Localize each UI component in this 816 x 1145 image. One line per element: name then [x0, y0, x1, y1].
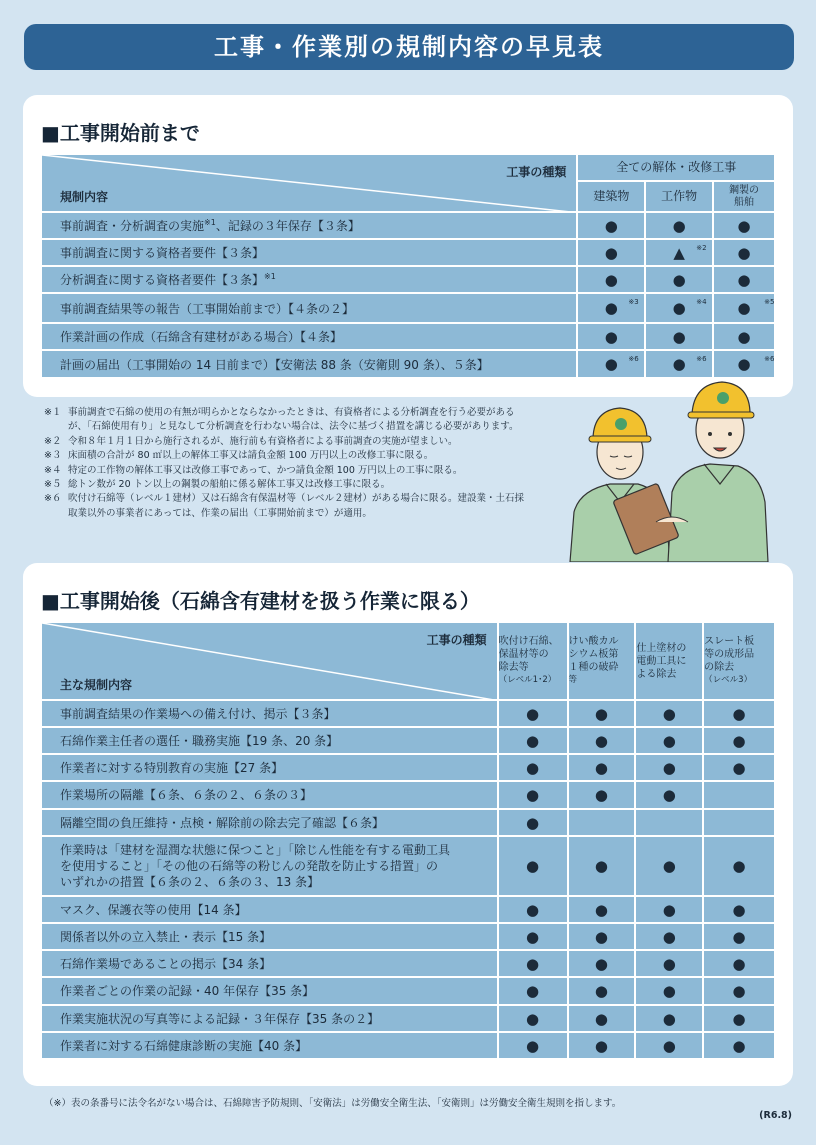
applies-mark: ● [498, 977, 568, 1005]
applies-mark: ● [635, 950, 703, 977]
row-label [41, 836, 498, 896]
applies-mark: ● [703, 1005, 775, 1032]
table-row [41, 1032, 775, 1059]
row-label [41, 727, 498, 754]
footnote-text: 吹付け石綿等（レベル１建材）又は石綿含有保温材等（レベル２建材）がある場合に限る。建設業・土石採取業以外の事業者にあっては、作業の届出（工事開始前まで）が適用。 [68, 493, 525, 519]
applies-mark [635, 809, 703, 836]
row-label [41, 293, 577, 323]
footnote-text: 床面積の合計が 80 ㎡以上の解体工事又は請負金額 100 万円以上の改修工事に限る。 [68, 450, 434, 462]
row-label [41, 950, 498, 977]
row-label-text: 分析調査に関する資格者要件【３条】 [60, 273, 265, 287]
applies-mark: ● [703, 727, 775, 754]
column-header-line: けい酸カル [568, 636, 619, 647]
footnote-key: ※６ [44, 493, 62, 505]
column-header-line: （レベル1･2） [498, 675, 557, 685]
kind-label: 工事の種類 [426, 633, 487, 647]
applies-mark: ● [568, 923, 636, 950]
column-header-line: シウム板第 [568, 649, 619, 660]
table-row [41, 923, 775, 950]
applies-mark: ● [635, 781, 703, 809]
footnote-key: ※２ [44, 435, 62, 447]
footnote [44, 478, 524, 492]
applies-mark [577, 212, 645, 239]
column-header-text: 鋼製の船舶 [729, 184, 760, 208]
footnote [44, 435, 524, 449]
column-header-line: 仕上塗材の [636, 642, 687, 654]
mark-symbol: ● [737, 355, 751, 373]
table-row [41, 727, 775, 754]
footnote-text: 総トン数が 20 トン以上の鋼製の船舶に係る解体工事又は改修工事に限る。 [68, 479, 391, 491]
applies-mark: ● [635, 896, 703, 923]
applies-mark: ● [703, 977, 775, 1005]
column-header: 工作物 [645, 181, 713, 212]
applies-mark [577, 239, 645, 266]
footnote-key: ※５ [44, 479, 62, 491]
mark-symbol: ● [737, 299, 751, 317]
table-row [41, 781, 775, 809]
column-header [568, 622, 636, 700]
row-label [41, 700, 498, 727]
applies-mark: ● [703, 700, 775, 727]
header-diagonal [42, 155, 580, 213]
before-table [40, 153, 776, 379]
applies-mark: ● [498, 950, 568, 977]
row-label [41, 781, 498, 809]
mark-symbol: ● [672, 216, 686, 235]
row-label-line: 作業者ごとの作業の記録・40 年保存【35 条】 [60, 984, 315, 998]
mark-symbol: ● [672, 327, 686, 346]
row-label [41, 1032, 498, 1059]
table-row [41, 809, 775, 836]
applies-mark: ● [568, 950, 636, 977]
row-label [41, 977, 498, 1005]
footnotes [44, 406, 524, 521]
column-header-line: １種の破砕 [568, 662, 619, 673]
table-row [41, 700, 775, 727]
mark-symbol: ● [672, 355, 686, 373]
mark-note: ※6 [764, 355, 775, 363]
mark-note: ※5 [764, 298, 775, 306]
applies-mark: ● [703, 836, 775, 896]
row-label-line: 作業者に対する特別教育の実施【27 条】 [60, 760, 284, 775]
applies-mark: ● [498, 836, 568, 896]
content-label: 規制内容 [60, 190, 109, 204]
mark-note: ※6 [628, 355, 639, 363]
row-label-text: 作業計画の作成（石綿含有建材がある場合）【４条】 [60, 330, 343, 344]
row-label [41, 896, 498, 923]
applies-mark: ● [498, 1032, 568, 1059]
row-label-line: 作業者に対する石綿健康診断の実施【40 条】 [60, 1038, 308, 1053]
applies-mark: ● [498, 700, 568, 727]
table-row [41, 293, 775, 323]
applies-mark [713, 239, 775, 266]
row-label-line: 作業場所の隔離【６条、６条の２、６条の３】 [60, 788, 313, 802]
table-row [41, 212, 775, 239]
row-label-line: 作業時は「建材を湿潤な状態に保つこと」「除じん性能を有する電動工具 [60, 843, 451, 857]
applies-mark [577, 323, 645, 350]
mark-symbol: ● [604, 243, 618, 262]
mark-symbol: ● [604, 299, 618, 317]
applies-mark [645, 293, 713, 323]
applies-mark: ● [568, 836, 636, 896]
column-header-line: スレート板 [704, 636, 755, 647]
mark-symbol: ● [737, 327, 751, 346]
column-header [498, 622, 568, 700]
column-header-line: よる除去 [636, 668, 677, 680]
content-label: 主な規制内容 [60, 678, 133, 692]
row-label [41, 239, 577, 266]
applies-mark: ● [498, 923, 568, 950]
row-label-text: 、記録の３年保存【３条】 [215, 219, 360, 233]
column-header-line: 等の成形品 [704, 649, 755, 660]
table-row [41, 950, 775, 977]
after-header-diagonal-cell [41, 622, 498, 700]
applies-mark: ● [568, 977, 636, 1005]
footnote-text: 令和８年１月１日から施行されるが、施行前も有資格者による事前調査の実施が望ましい。 [68, 435, 458, 447]
mark-symbol: ● [604, 270, 618, 289]
before-header-diagonal-cell [41, 154, 577, 212]
footnote-ref: ※1 [264, 272, 276, 281]
mark-note: ※4 [696, 298, 707, 306]
mark-symbol: ● [604, 216, 618, 235]
applies-mark: ● [635, 836, 703, 896]
row-label-line: 石綿作業主任者の選任・職務実施【19 条、20 条】 [60, 733, 339, 748]
group-header: 全ての解体・改修工事 [577, 154, 775, 181]
applies-mark: ● [703, 896, 775, 923]
mark-note: ※6 [696, 355, 707, 363]
row-label [41, 212, 577, 239]
applies-mark [713, 323, 775, 350]
applies-mark: ● [498, 809, 568, 836]
applies-mark: ● [568, 1005, 636, 1032]
table-row [41, 239, 775, 266]
footnote [44, 406, 524, 435]
applies-mark [577, 293, 645, 323]
applies-mark: ● [568, 781, 636, 809]
applies-mark: ● [568, 700, 636, 727]
table-row [41, 977, 775, 1005]
applies-mark [577, 266, 645, 293]
row-label-line: 関係者以外の立入禁止・表示【15 条】 [60, 929, 272, 944]
column-header-line: 吹付け石綿、 [498, 636, 559, 647]
applies-mark: ● [498, 1005, 568, 1032]
applies-mark: ● [635, 700, 703, 727]
row-label-line: いずれかの措置【６条の２、６条の３、13 条】 [60, 875, 320, 889]
table-row [41, 754, 775, 781]
table-row [41, 266, 775, 293]
applies-mark: ● [568, 1032, 636, 1059]
row-label-text: 事前調査・分析調査の実施 [60, 219, 205, 233]
column-header [713, 181, 775, 212]
footnote-key: ※４ [44, 464, 62, 476]
before-section-title: ■工事開始前まで [41, 121, 200, 145]
footnote [44, 449, 524, 463]
applies-mark: ● [635, 727, 703, 754]
applies-mark: ● [703, 923, 775, 950]
row-label [41, 266, 577, 293]
applies-mark [645, 323, 713, 350]
table-row [41, 323, 775, 350]
row-label-text: 事前調査結果等の報告（工事開始前まで）【４条の２】 [60, 301, 355, 316]
row-label [41, 1005, 498, 1032]
applies-mark: ● [635, 1032, 703, 1059]
footer-note: （※）表の条番号に法令名がない場合は、石綿障害予防規則、「安衛法」は労働安全衛生法、「安衛則」は労働安全衛生規則を指します。 [44, 1098, 622, 1109]
applies-mark: ● [568, 727, 636, 754]
row-label [41, 809, 498, 836]
applies-mark: ● [635, 754, 703, 781]
column-header-line: 電動工具に [636, 655, 687, 667]
column-header-line: 等 [568, 675, 578, 685]
applies-mark: ● [635, 923, 703, 950]
applies-mark: ● [498, 727, 568, 754]
applies-mark [713, 266, 775, 293]
mark-symbol: ● [737, 243, 751, 262]
column-header: 建築物 [577, 181, 645, 212]
footnote-key: ※３ [44, 450, 62, 462]
table-row [41, 896, 775, 923]
row-label [41, 350, 577, 378]
applies-mark: ● [635, 977, 703, 1005]
column-header-line: （レベル3） [704, 675, 753, 685]
mark-symbol: ● [604, 327, 618, 346]
row-label [41, 754, 498, 781]
applies-mark [713, 212, 775, 239]
applies-mark: ● [498, 896, 568, 923]
applies-mark: ● [703, 950, 775, 977]
applies-mark: ● [568, 896, 636, 923]
after-table [40, 621, 776, 1060]
column-header [635, 622, 703, 700]
row-label-text: 計画の届出（工事開始の 14 日前まで）【安衛法 88 条（安衛則 90 条）、５条】 [60, 357, 489, 372]
mark-note: ※3 [628, 298, 639, 306]
mark-symbol: ● [672, 299, 686, 317]
table-row [41, 1005, 775, 1032]
workers-illustration [560, 372, 770, 562]
footnote [44, 492, 524, 521]
footnote-text: 事前調査で石綿の使用の有無が明らかとならなかったときは、有資格者による分析調査を行う必要があるが、「石綿使用有り」と見なして分析調査を行わない場合は、法令に基づく措置を講じる必要があります。 [68, 407, 519, 433]
column-header-line: 保温材等の [498, 649, 549, 660]
footnote [44, 464, 524, 478]
mark-symbol: ● [737, 216, 751, 235]
row-label-line: マスク、保護衣等の使用【14 条】 [60, 902, 247, 917]
column-header-line: 除去等 [498, 662, 529, 673]
mark-symbol: ● [737, 270, 751, 289]
row-label-line: 作業実施状況の写真等による記録・３年保存【35 条の２】 [60, 1011, 380, 1026]
mark-symbol: ● [604, 355, 618, 373]
table-row [41, 836, 775, 896]
applies-mark: ● [498, 781, 568, 809]
row-label-text: 事前調査に関する資格者要件【３条】 [60, 246, 265, 260]
mark-symbol: ▲ [673, 243, 685, 262]
kind-label: 工事の種類 [506, 165, 567, 179]
applies-mark: ● [498, 754, 568, 781]
applies-mark: ● [635, 1005, 703, 1032]
applies-mark: ● [703, 754, 775, 781]
after-section-title: ■工事開始後（石綿含有建材を扱う作業に限る） [41, 589, 480, 613]
column-header-line: の除去 [704, 662, 735, 673]
footnote-text: 特定の工作物の解体工事又は改修工事であって、かつ請負金額 100 万円以上の工事に限る。 [68, 464, 463, 476]
applies-mark: ● [568, 754, 636, 781]
mark-symbol: ● [672, 270, 686, 289]
applies-mark [645, 239, 713, 266]
applies-mark: ● [703, 1032, 775, 1059]
row-label-line: 隔離空間の負圧維持・点検・解除前の除去完了確認【６条】 [60, 815, 385, 830]
row-label [41, 323, 577, 350]
version-label: (R6.8) [759, 1110, 792, 1121]
mark-note: ※2 [696, 244, 707, 252]
row-label-line: を使用すること」「その他の石綿等の粉じんの発散を防止する措置」の [60, 859, 439, 873]
applies-mark [568, 809, 636, 836]
page-title: 工事・作業別の規制内容の早見表 [24, 24, 794, 70]
column-header [703, 622, 775, 700]
applies-mark [703, 781, 775, 809]
applies-mark [645, 266, 713, 293]
row-label [41, 923, 498, 950]
applies-mark [713, 293, 775, 323]
row-label-line: 石綿作業場であることの掲示【34 条】 [60, 956, 272, 971]
row-label-line: 事前調査結果の作業場への備え付け、掲示【３条】 [60, 706, 336, 721]
applies-mark [645, 212, 713, 239]
footnote-ref: ※1 [204, 218, 216, 227]
footnote-key: ※１ [44, 407, 62, 418]
applies-mark [703, 809, 775, 836]
